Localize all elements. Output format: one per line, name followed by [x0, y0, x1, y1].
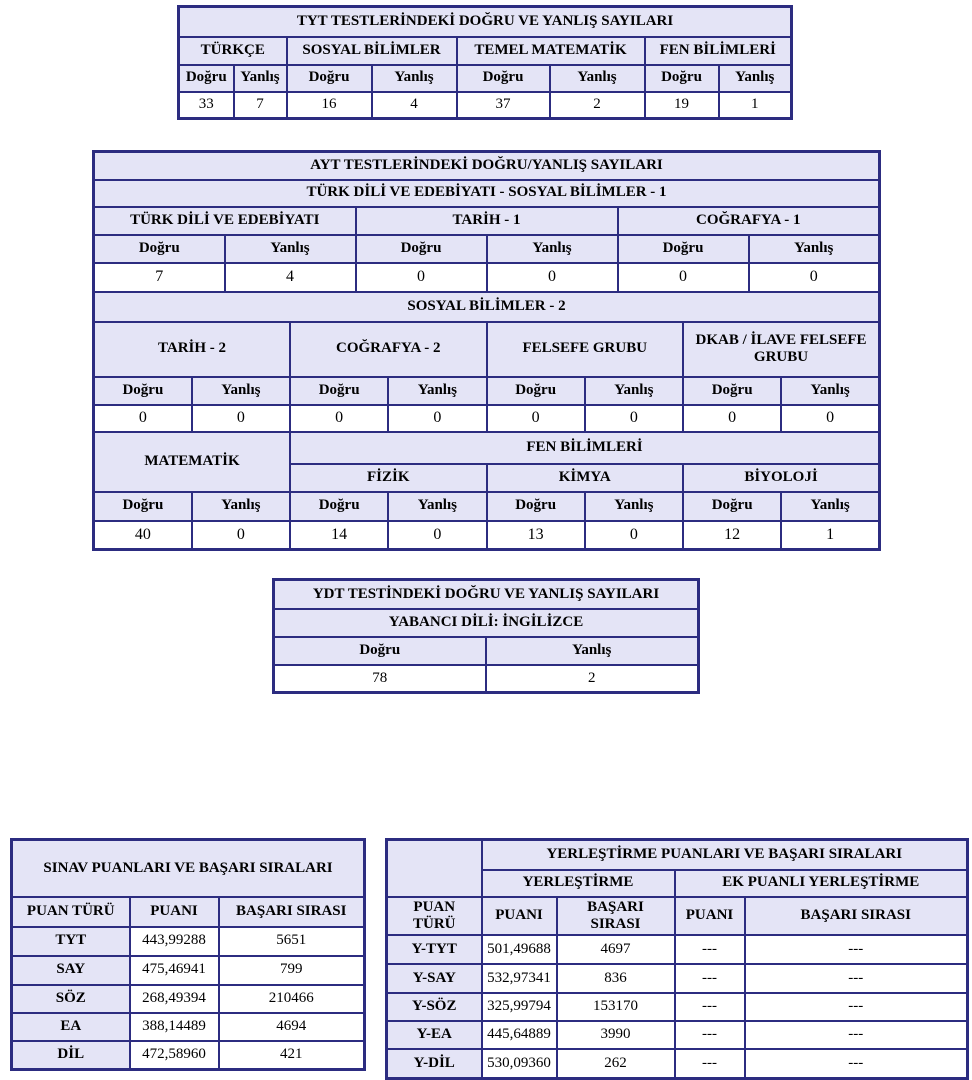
- puani-value: 443,99288: [130, 927, 219, 956]
- dogru-header: Doğru: [683, 492, 781, 521]
- dogru-value: 7: [94, 263, 225, 292]
- ek-basari-sirasi-value: ---: [745, 1021, 968, 1049]
- dogru-header: Doğru: [290, 377, 388, 405]
- basari-sirasi-value: 262: [557, 1049, 675, 1078]
- yanlis-value: 2: [486, 665, 699, 693]
- ek-puani-header: PUANI: [675, 897, 745, 936]
- ek-basari-sirasi-value: ---: [745, 1049, 968, 1078]
- subject-header-tde: TÜRK DİLİ VE EDEBİYATI: [94, 207, 356, 235]
- subject-header-dkab: DKAB / İLAVE FELSEFE GRUBU: [683, 322, 880, 377]
- subject-header-cografya1: COĞRAFYA - 1: [618, 207, 880, 235]
- puan-turu-header: PUAN TÜRÜ: [12, 897, 130, 927]
- puani-value: 268,49394: [130, 985, 219, 1013]
- basari-sirasi-value: 4694: [219, 1013, 365, 1041]
- dogru-header: Doğru: [94, 492, 192, 521]
- tyt-results-table: [177, 5, 793, 120]
- table-row: [387, 1021, 968, 1049]
- yanlis-header: Yanlış: [719, 65, 792, 92]
- dogru-value: 0: [356, 263, 487, 292]
- subject-header-biyoloji: BİYOLOJİ: [683, 464, 880, 492]
- puan-turu-cell: Y-TYT: [387, 935, 482, 964]
- puani-value: 530,09360: [482, 1049, 557, 1078]
- yanlis-header: Yanlış: [388, 492, 486, 521]
- dogru-value: 78: [274, 665, 486, 693]
- tyt-title: TYT TESTLERİNDEKİ DOĞRU VE YANLIŞ SAYILARI: [179, 7, 792, 37]
- puani-value: 472,58960: [130, 1041, 219, 1070]
- exam-scores-table: [10, 838, 366, 1071]
- puan-turu-cell: DİL: [12, 1041, 130, 1070]
- table-row: [387, 935, 968, 964]
- table-row: [387, 1049, 968, 1078]
- dogru-value: 40: [94, 521, 192, 550]
- dogru-value: 0: [94, 405, 192, 432]
- basari-sirasi-value: 3990: [557, 1021, 675, 1049]
- puani-header: PUANI: [130, 897, 219, 927]
- basari-sirasi-value: 421: [219, 1041, 365, 1070]
- puan-turu-cell: Y-DİL: [387, 1049, 482, 1078]
- puani-value: 501,49688: [482, 935, 557, 964]
- ek-puanli-group-header: EK PUANLI YERLEŞTİRME: [675, 870, 968, 897]
- dogru-header: Doğru: [487, 377, 585, 405]
- subject-header-fizik: FİZİK: [290, 464, 487, 492]
- empty-corner-cell: [387, 840, 482, 897]
- puani-value: 475,46941: [130, 956, 219, 985]
- ayt-section2-header: SOSYAL BİLİMLER - 2: [94, 292, 880, 322]
- puani-value: 445,64889: [482, 1021, 557, 1049]
- subject-header-matematik: MATEMATİK: [94, 432, 291, 492]
- puani-value: 325,99794: [482, 993, 557, 1021]
- subject-header-tarih1: TARİH - 1: [356, 207, 618, 235]
- puan-turu-cell: Y-EA: [387, 1021, 482, 1049]
- yanlis-value: 0: [192, 405, 290, 432]
- dogru-value: 19: [645, 92, 719, 119]
- subject-header-matematik: TEMEL MATEMATİK: [457, 37, 645, 65]
- dogru-header: Doğru: [274, 637, 486, 665]
- dogru-header: Doğru: [356, 235, 487, 263]
- ek-basari-sirasi-value: ---: [745, 935, 968, 964]
- dogru-header: Doğru: [290, 492, 388, 521]
- basari-sirasi-header: BAŞARI SIRASI: [557, 897, 675, 936]
- subject-header-tarih2: TARİH - 2: [94, 322, 291, 377]
- dogru-value: 0: [618, 263, 749, 292]
- yanlis-value: 0: [388, 405, 486, 432]
- ydt-results-table: [272, 578, 700, 694]
- table-row: [12, 927, 365, 956]
- ayt-section1-header: TÜRK DİLİ VE EDEBİYATI - SOSYAL BİLİMLER - 1: [94, 180, 880, 207]
- basari-sirasi-value: 5651: [219, 927, 365, 956]
- dogru-value: 0: [487, 405, 585, 432]
- dogru-header: Doğru: [287, 65, 372, 92]
- puan-turu-cell: SAY: [12, 956, 130, 985]
- sinav-title: SINAV PUANLARI VE BAŞARI SIRALARI: [12, 840, 365, 897]
- yanlis-value: 0: [781, 405, 879, 432]
- dogru-value: 12: [683, 521, 781, 550]
- table-row: [387, 993, 968, 1021]
- puan-turu-cell: TYT: [12, 927, 130, 956]
- yanlis-header: Yanlış: [225, 235, 356, 263]
- ek-basari-sirasi-value: ---: [745, 964, 968, 993]
- dogru-header: Doğru: [94, 377, 192, 405]
- ayt-fen-header: FEN BİLİMLERİ: [290, 432, 880, 464]
- yanlis-value: 2: [550, 92, 645, 119]
- puan-turu-cell: Y-SÖZ: [387, 993, 482, 1021]
- dogru-header: Doğru: [618, 235, 749, 263]
- dogru-value: 0: [683, 405, 781, 432]
- yanlis-header: Yanlış: [781, 492, 879, 521]
- puani-value: 388,14489: [130, 1013, 219, 1041]
- subject-header-felsefe: FELSEFE GRUBU: [487, 322, 684, 377]
- table-row: [12, 985, 365, 1013]
- basari-sirasi-value: 153170: [557, 993, 675, 1021]
- yanlis-header: Yanlış: [781, 377, 879, 405]
- yerlestirme-title: YERLEŞTİRME PUANLARI VE BAŞARI SIRALARI: [482, 840, 968, 870]
- ydt-title: YDT TESTİNDEKİ DOĞRU VE YANLIŞ SAYILARI: [274, 580, 699, 609]
- basari-sirasi-value: 210466: [219, 985, 365, 1013]
- basari-sirasi-value: 4697: [557, 935, 675, 964]
- yanlis-header: Yanlış: [749, 235, 880, 263]
- dogru-value: 33: [179, 92, 234, 119]
- yanlis-header: Yanlış: [192, 377, 290, 405]
- yanlis-header: Yanlış: [372, 65, 457, 92]
- yanlis-value: 7: [234, 92, 287, 119]
- yanlis-value: 0: [585, 521, 683, 550]
- subject-header-turkce: TÜRKÇE: [179, 37, 287, 65]
- puan-turu-header: PUAN TÜRÜ: [387, 897, 482, 936]
- dogru-header: Doğru: [94, 235, 225, 263]
- ek-basari-sirasi-header: BAŞARI SIRASI: [745, 897, 968, 936]
- puani-header: PUANI: [482, 897, 557, 936]
- dogru-value: 16: [287, 92, 372, 119]
- yanlis-value: 0: [192, 521, 290, 550]
- dogru-header: Doğru: [179, 65, 234, 92]
- yanlis-header: Yanlış: [486, 637, 699, 665]
- ek-puani-value: ---: [675, 1049, 745, 1078]
- yerlestirme-group-header: YERLEŞTİRME: [482, 870, 675, 897]
- yanlis-value: 4: [225, 263, 356, 292]
- dogru-header: Doğru: [683, 377, 781, 405]
- dogru-value: 14: [290, 521, 388, 550]
- table-row: [12, 956, 365, 985]
- yanlis-value: 0: [749, 263, 880, 292]
- ek-puani-value: ---: [675, 964, 745, 993]
- yanlis-value: 0: [487, 263, 618, 292]
- basari-sirasi-header: BAŞARI SIRASI: [219, 897, 365, 927]
- basari-sirasi-value: 836: [557, 964, 675, 993]
- table-row: [387, 964, 968, 993]
- yanlis-header: Yanlış: [388, 377, 486, 405]
- ek-basari-sirasi-value: ---: [745, 993, 968, 1021]
- ek-puani-value: ---: [675, 1021, 745, 1049]
- ydt-language-header: YABANCI DİLİ: İNGİLİZCE: [274, 609, 699, 637]
- dogru-header: Doğru: [457, 65, 550, 92]
- subject-header-cografya2: COĞRAFYA - 2: [290, 322, 487, 377]
- ek-puani-value: ---: [675, 993, 745, 1021]
- subject-header-fen: FEN BİLİMLERİ: [645, 37, 792, 65]
- yanlis-value: 4: [372, 92, 457, 119]
- yanlis-header: Yanlış: [550, 65, 645, 92]
- table-row: [12, 1041, 365, 1070]
- yanlis-value: 1: [719, 92, 792, 119]
- yanlis-value: 0: [585, 405, 683, 432]
- yanlis-header: Yanlış: [192, 492, 290, 521]
- table-row: [12, 1013, 365, 1041]
- yanlis-header: Yanlış: [487, 235, 618, 263]
- dogru-header: Doğru: [487, 492, 585, 521]
- yanlis-value: 1: [781, 521, 879, 550]
- puan-turu-cell: Y-SAY: [387, 964, 482, 993]
- dogru-header: Doğru: [645, 65, 719, 92]
- puani-value: 532,97341: [482, 964, 557, 993]
- yanlis-header: Yanlış: [585, 377, 683, 405]
- yanlis-header: Yanlış: [234, 65, 287, 92]
- dogru-value: 37: [457, 92, 550, 119]
- subject-header-kimya: KİMYA: [487, 464, 684, 492]
- placement-scores-table: [385, 838, 969, 1080]
- dogru-value: 13: [487, 521, 585, 550]
- subject-header-sosyal: SOSYAL BİLİMLER: [287, 37, 457, 65]
- ayt-results-table: [92, 150, 881, 551]
- ek-puani-value: ---: [675, 935, 745, 964]
- puan-turu-cell: SÖZ: [12, 985, 130, 1013]
- yanlis-value: 0: [388, 521, 486, 550]
- basari-sirasi-value: 799: [219, 956, 365, 985]
- yanlis-header: Yanlış: [585, 492, 683, 521]
- ayt-title: AYT TESTLERİNDEKİ DOĞRU/YANLIŞ SAYILARI: [94, 152, 880, 180]
- dogru-value: 0: [290, 405, 388, 432]
- puan-turu-cell: EA: [12, 1013, 130, 1041]
